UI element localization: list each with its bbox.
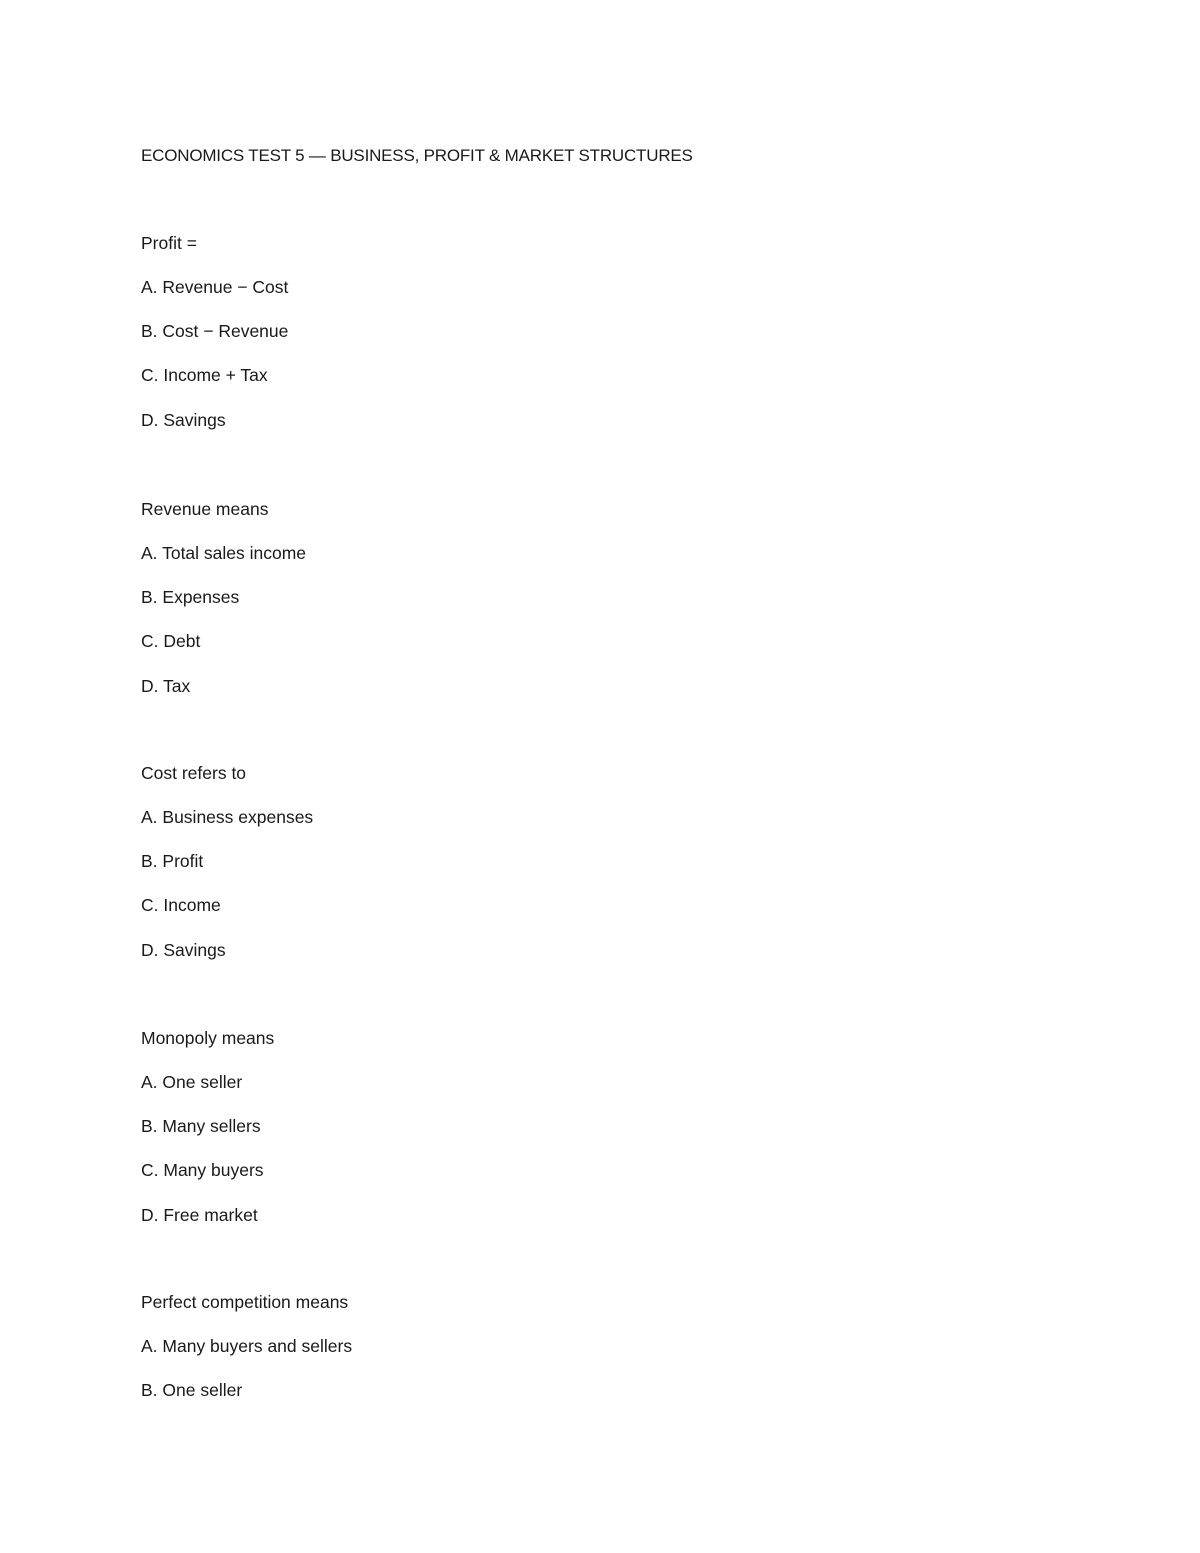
question-text: Perfect competition means [141,1292,349,1312]
option-a: A. Revenue − Cost [141,277,289,297]
option-d: D. Tax [141,675,191,696]
question-3 [141,762,1041,983]
question-text: Profit = [141,233,197,253]
option-b: B. Cost − Revenue [141,321,289,342]
option-b: B. Profit [141,851,204,872]
option-d: D. Free market [141,1204,258,1225]
document-title: ECONOMICS TEST 5 — BUSINESS, PROFIT & MARKET STRUCTURES [141,146,693,165]
question-text: Revenue means [141,499,269,519]
option-c: C. Debt [141,631,201,652]
question-text: Monopoly means [141,1028,275,1048]
option-b: B. One seller [141,1380,243,1401]
question-2 [141,498,1041,719]
question-text: Cost refers to [141,763,247,783]
option-a: A. One seller [141,1072,243,1092]
option-d: D. Savings [141,939,226,960]
option-b: B. Expenses [141,587,240,608]
option-c: C. Income [141,895,221,916]
question-5 [141,1291,1041,1423]
question-1 [141,232,1041,453]
option-a: A. Business expenses [141,807,314,827]
option-a: A. Many buyers and sellers [141,1336,353,1356]
option-d: D. Savings [141,409,226,430]
option-c: C. Many buyers [141,1160,264,1181]
question-4 [141,1027,1041,1248]
option-a: A. Total sales income [141,543,307,563]
option-c: C. Income + Tax [141,365,268,386]
option-b: B. Many sellers [141,1116,261,1137]
